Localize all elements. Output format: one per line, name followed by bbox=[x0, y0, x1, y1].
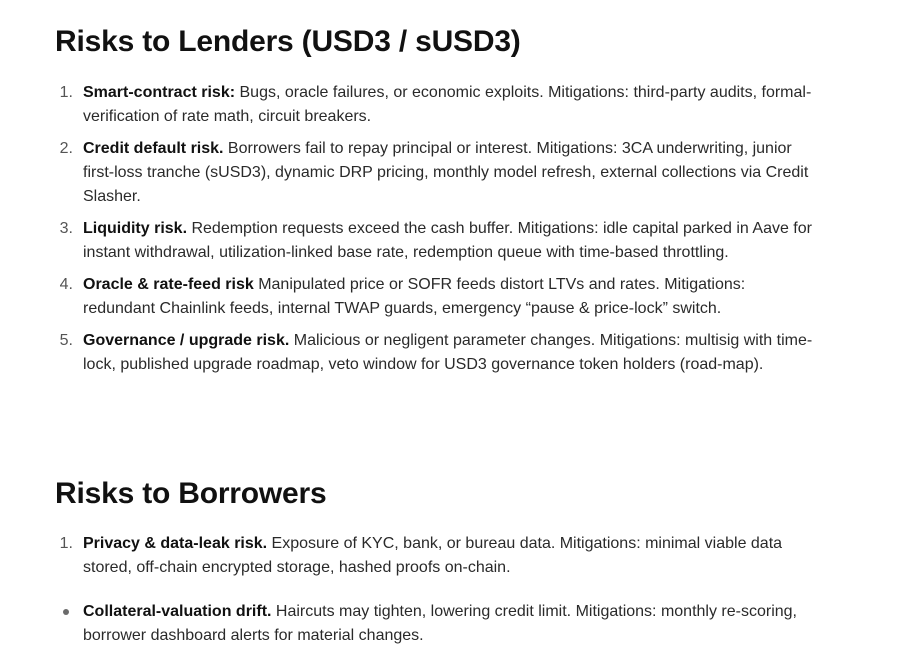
risk-description: Borrowers fail to repay principal or interest. Mitigations: 3CA underwriting, junior first-loss tranche (sUSD3), dynamic DRP pricing, monthly model refresh, external collections via Credit Slasher. bbox=[83, 140, 809, 205]
risk-term: Liquidity risk. bbox=[83, 220, 188, 237]
risk-description: Bugs, oracle failures, or economic exploits. Mitigations: third-party audits, formal-verification of rate math, circuit breakers. bbox=[83, 84, 812, 125]
list-number: 4. bbox=[59, 276, 73, 293]
lenders-risk-list bbox=[0, 81, 821, 385]
bullet-dot-icon bbox=[63, 609, 69, 615]
risk-description: Manipulated price or SOFR feeds distort LTVs and rates. Mitigations: redundant Chainlink feeds, internal TWAP guards, emergency “pause & price-lock” switch. bbox=[83, 276, 746, 317]
risk-description: Haircuts may tighten, lowering credit limit. Mitigations: monthly re-scoring, borrower dashboard alerts for material changes. bbox=[83, 603, 797, 644]
borrowers-risk-list bbox=[0, 532, 821, 656]
list-item bbox=[0, 137, 821, 209]
risk-term: Oracle & rate-feed risk bbox=[83, 276, 254, 293]
risk-description: Exposure of KYC, bank, or bureau data. Mitigations: minimal viable data stored, off-chain encrypted storage, hashed proofs on-chain. bbox=[83, 535, 783, 576]
risk-description: Malicious or negligent parameter changes. Mitigations: multisig with time-lock, published upgrade roadmap, veto window for USD3 governance token holders (road-map). bbox=[83, 332, 813, 373]
list-number: 1. bbox=[59, 84, 73, 101]
list-number: 3. bbox=[59, 220, 73, 237]
list-item bbox=[0, 273, 821, 321]
list-item bbox=[0, 217, 821, 265]
risk-description: Redemption requests exceed the cash buffer. Mitigations: idle capital parked in Aave for instant withdrawal, utilization-linked base rate, redemption queue with time-based throttling. bbox=[83, 220, 812, 261]
risk-term: Collateral-valuation drift. bbox=[83, 603, 272, 620]
risk-term: Credit default risk. bbox=[83, 140, 224, 157]
risk-term: Smart-contract risk: bbox=[83, 84, 236, 101]
list-item bbox=[0, 81, 821, 129]
list-number: 2. bbox=[59, 140, 73, 157]
risk-term: Governance / upgrade risk. bbox=[83, 332, 290, 349]
list-item bbox=[0, 600, 821, 648]
list-number: 5. bbox=[59, 332, 73, 349]
section-heading-borrowers: Risks to Borrowers bbox=[55, 477, 327, 510]
list-item bbox=[0, 329, 821, 377]
risk-term: Privacy & data-leak risk. bbox=[83, 535, 268, 552]
section-heading-lenders: Risks to Lenders (USD3 / sUSD3) bbox=[55, 25, 521, 58]
list-number: 1. bbox=[59, 535, 73, 552]
list-item bbox=[0, 532, 821, 580]
